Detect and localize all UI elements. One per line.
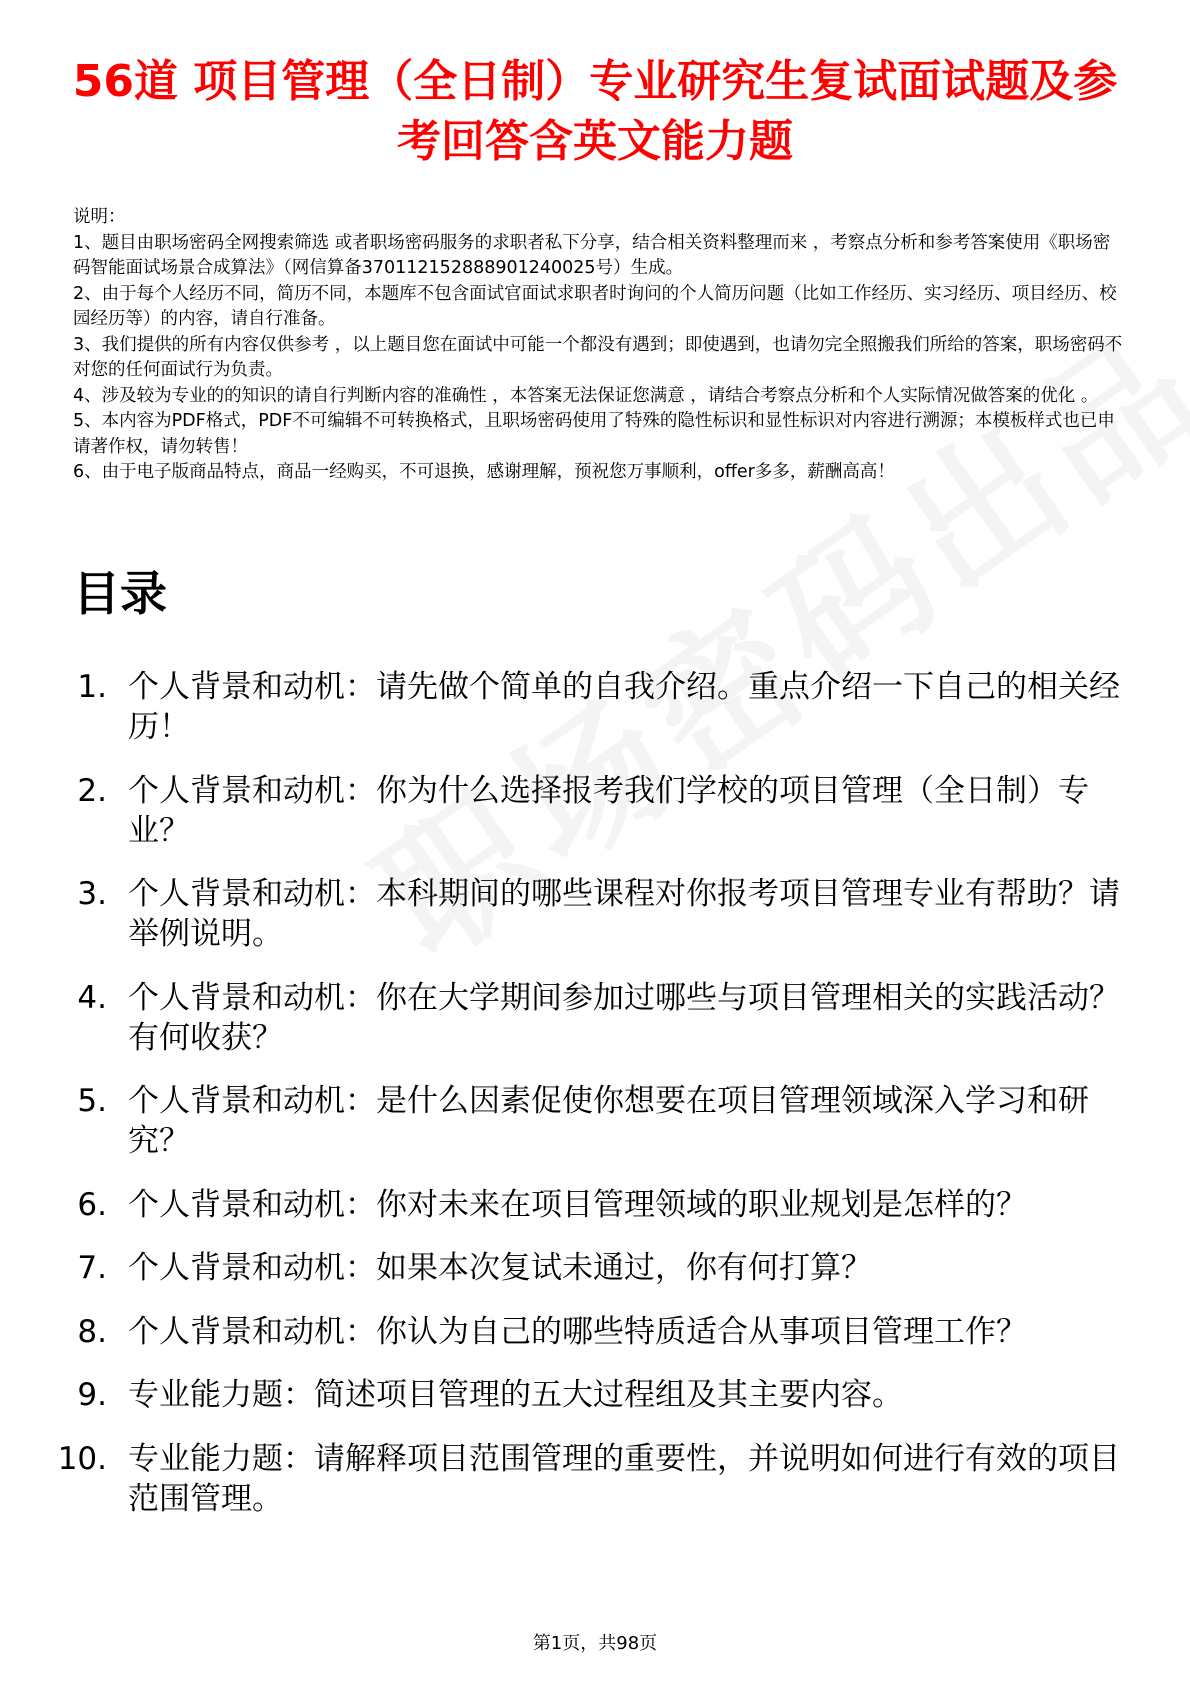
toc-item[interactable] <box>0 771 1190 851</box>
note-item-1: 1、题目由职场密码全网搜索筛选 或者职场密码服务的求职者私下分享，结合相关资料整理而来 ，考察点分析和参考答案使用《职场密码智能面试场景合成算法》（网信算备370112152888901240025号）生成。 <box>73 232 1111 278</box>
toc-item-text: 个人背景和动机：是什么因素促使你想要在项目管理领域深入学习和研究？ <box>128 1083 1089 1159</box>
notes-heading: 说明： <box>73 207 126 227</box>
toc-item-text: 个人背景和动机：如果本次复试未通过，你有何打算？ <box>128 1250 872 1286</box>
toc-item-number: 7. <box>77 1250 107 1286</box>
toc-item-text: 个人背景和动机：本科期间的哪些课程对你报考项目管理专业有帮助？请举例说明。 <box>128 876 1120 952</box>
note-item-4: 4、涉及较为专业的的知识的请自行判断内容的准确性 ，本答案无法保证您满意 ，请结合考察点分析和个人实际情况做答案的优化 。 <box>73 385 1099 406</box>
note-item-5: 5、本内容为PDF格式，PDF不可编辑不可转换格式，且职场密码使用了特殊的隐性标识和显性标识对内容进行溯源；本模板样式也已申请著作权，请勿转售！ <box>73 411 1115 457</box>
note-item-6: 6、由于电子版商品特点，商品一经购买，不可退换，感谢理解，预祝您万事顺利，offer多多，薪酬高高！ <box>73 462 895 482</box>
toc-item-number: 2. <box>77 772 107 809</box>
toc-item-text: 个人背景和动机：你在大学期间参加过哪些与项目管理相关的实践活动？有何收获？ <box>128 979 1120 1056</box>
toc-item-text: 个人背景和动机：你对未来在项目管理领域的职业规划是怎样的？ <box>128 1186 1027 1223</box>
note-item-3: 3、我们提供的所有内容仅供参考 ，以上题目您在面试中可能一个都没有遇到；即使遇到，也请勿完全照搬我们所给的答案，职场密码不对您的任何面试行为负责。 <box>73 334 1123 380</box>
toc-item-text: 专业能力题：简述项目管理的五大过程组及其主要内容。 <box>128 1377 903 1413</box>
toc-item[interactable] <box>0 1185 1190 1225</box>
toc-item[interactable] <box>0 978 1190 1058</box>
toc-item-text: 个人背景和动机：请先做个简单的自我介绍。重点介绍一下自己的相关经历！ <box>128 669 1120 745</box>
toc-list <box>0 667 1190 1542</box>
toc-item-number: 9. <box>77 1377 107 1413</box>
toc-item[interactable] <box>0 1312 1190 1352</box>
toc-item[interactable] <box>0 667 1190 747</box>
page-footer: 第1页，共98页 <box>532 1633 658 1654</box>
toc-item[interactable] <box>0 1439 1190 1519</box>
toc-item-number: 5. <box>77 1083 107 1119</box>
toc-item-number: 3. <box>77 876 107 912</box>
toc-item-number: 8. <box>77 1313 107 1350</box>
document-title: 56道 项目管理（全日制）专业研究生复试面试题及参考回答含英文能力题 <box>72 56 1118 167</box>
note-item-2: 2、由于每个人经历不同，简历不同，本题库不包含面试官面试求职者时询问的个人简历问题（比如工作经历、实习经历、项目经历、校园经历等）的内容，请自行准备。 <box>73 283 1117 329</box>
toc-item-number: 4. <box>77 979 107 1016</box>
toc-item-number: 1. <box>77 669 107 705</box>
toc-item-number: 6. <box>77 1186 107 1223</box>
toc-heading: 目录 <box>73 567 167 622</box>
toc-item[interactable] <box>0 1375 1190 1415</box>
toc-item[interactable] <box>0 1081 1190 1161</box>
toc-item-text: 专业能力题：请解释项目范围管理的重要性，并说明如何进行有效的项目范围管理。 <box>128 1440 1120 1517</box>
toc-item-text: 个人背景和动机：你认为自己的哪些特质适合从事项目管理工作？ <box>128 1313 1027 1350</box>
toc-item[interactable] <box>0 1248 1190 1288</box>
toc-item-text: 个人背景和动机：你为什么选择报考我们学校的项目管理（全日制）专业？ <box>128 772 1089 849</box>
toc-item-number: 10. <box>57 1440 107 1477</box>
toc-item[interactable] <box>0 874 1190 954</box>
notes-section <box>73 205 1123 486</box>
